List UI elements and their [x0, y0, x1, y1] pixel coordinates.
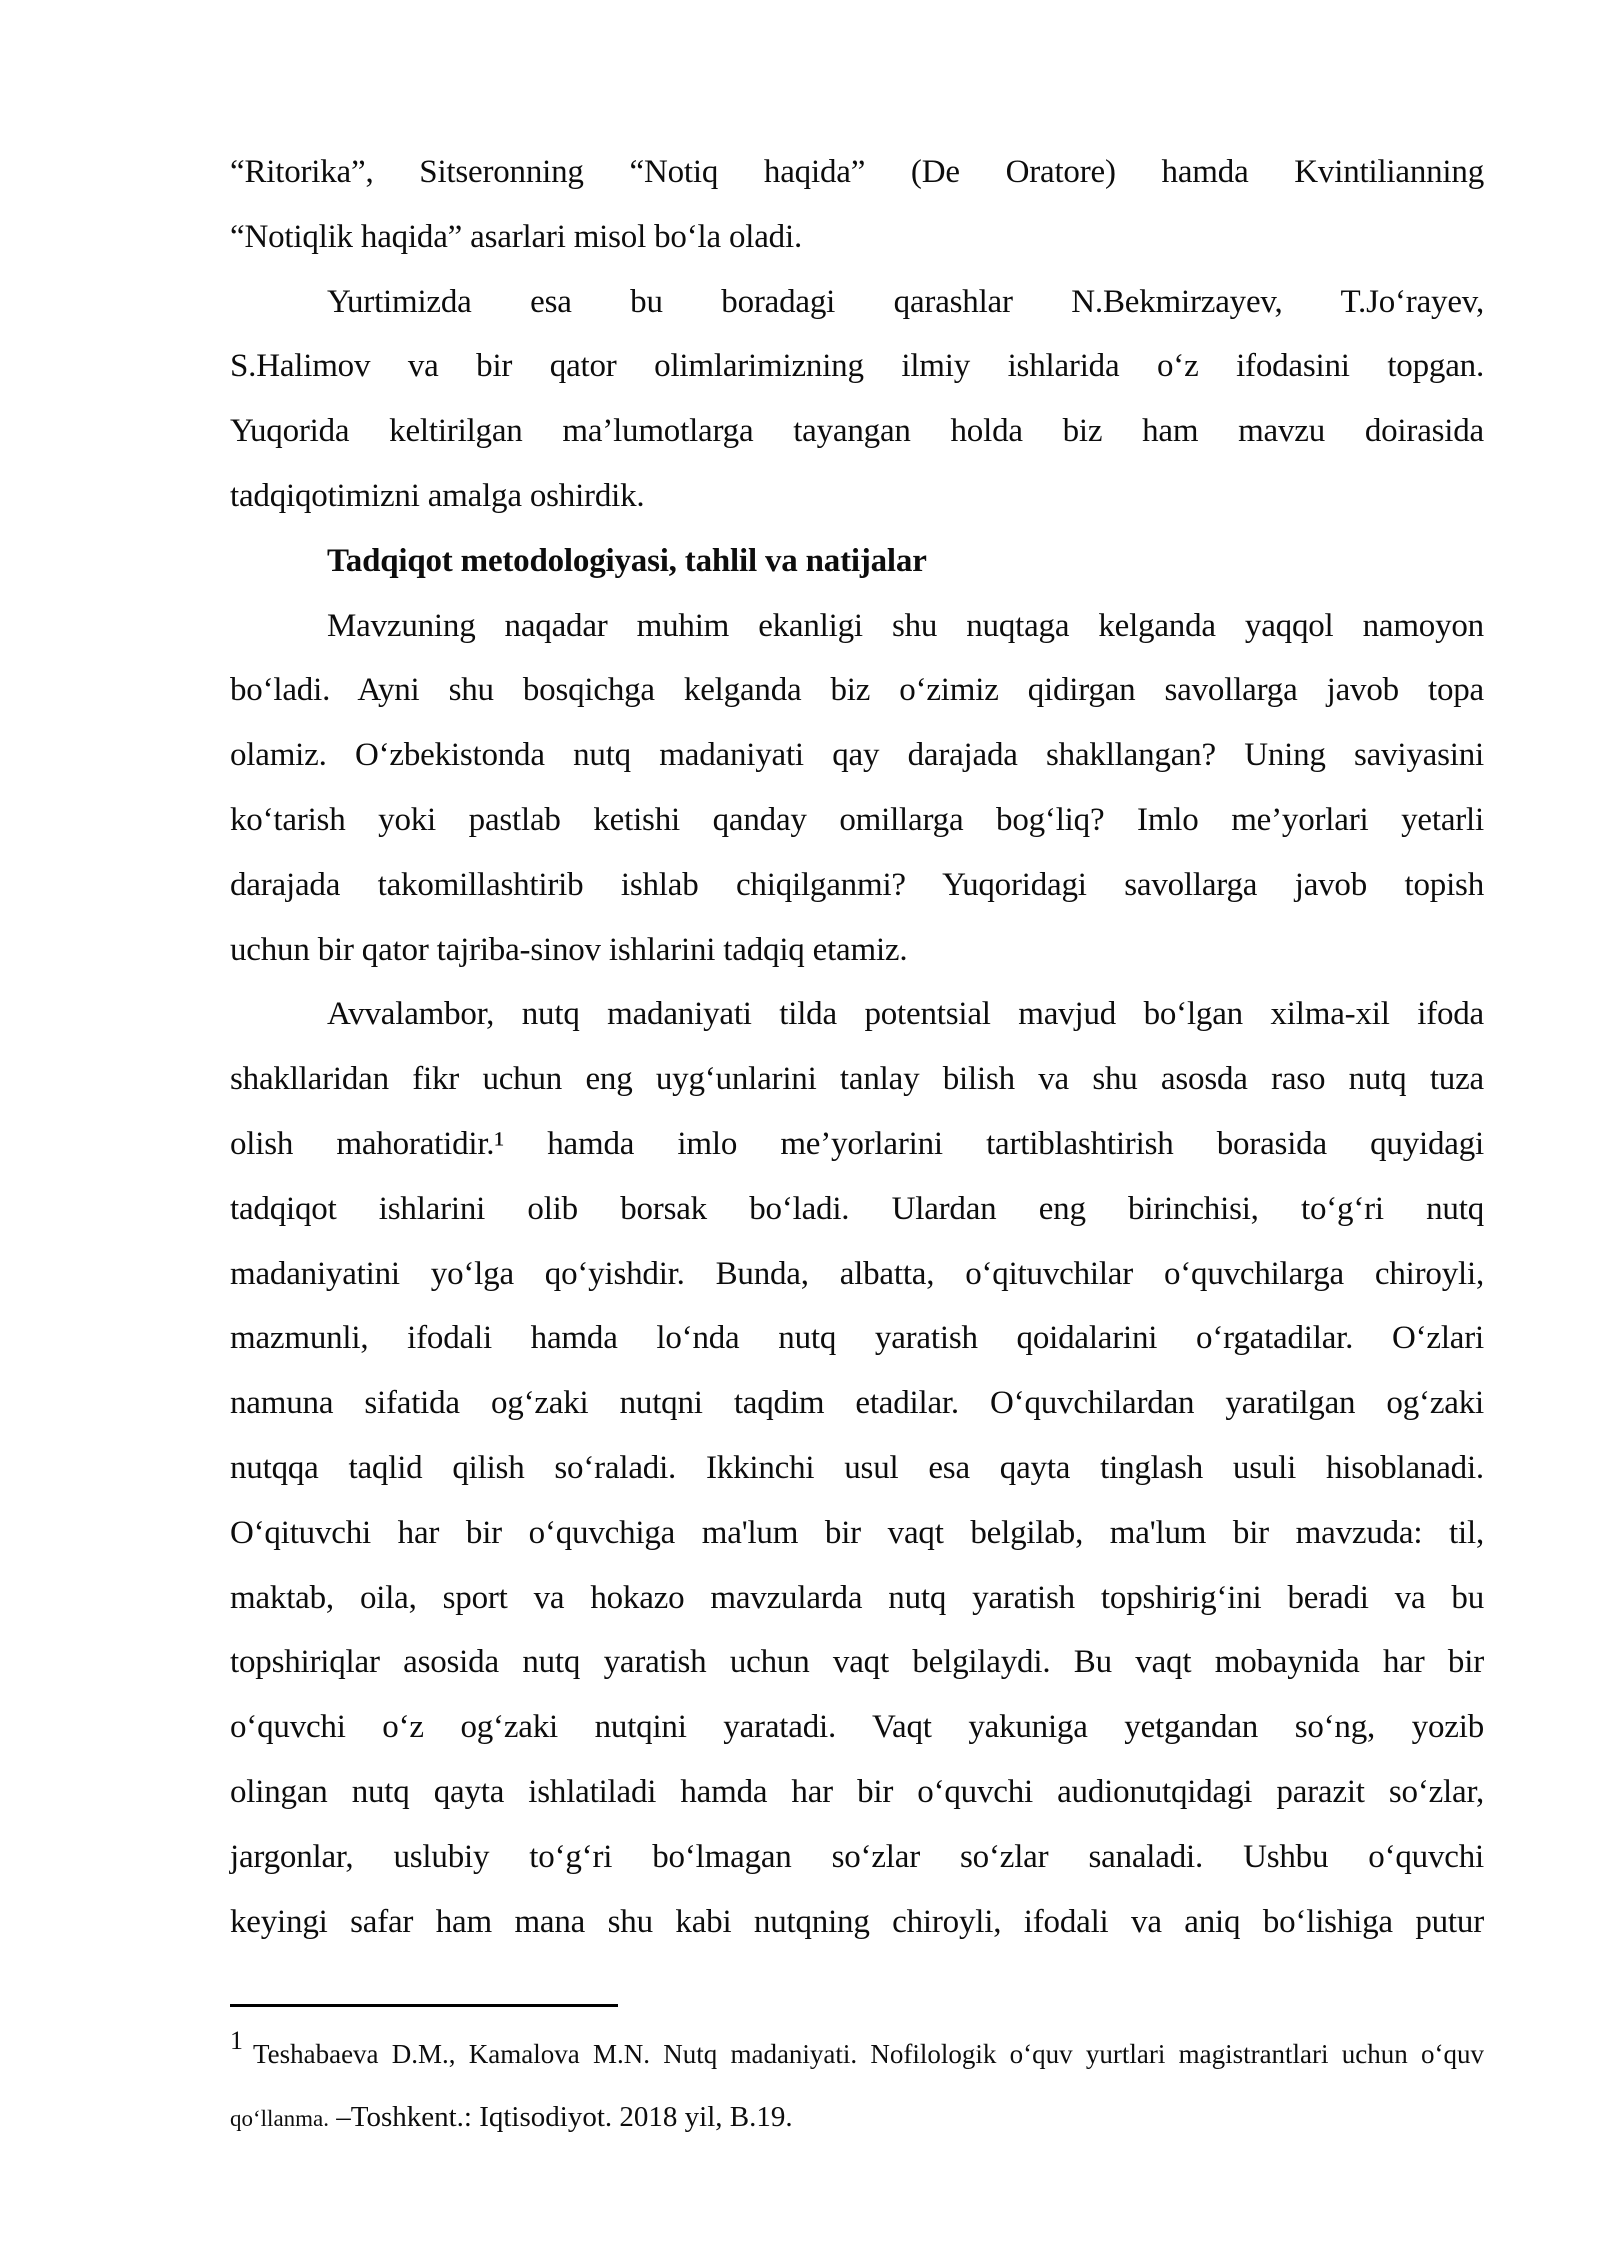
text-line: tadqiqotimizni amalga oshirdik.	[230, 477, 645, 514]
text-line: jargonlar, uslubiy toʻgʻri boʻlmagan soʻzlar soʻzlar sanaladi. Ushbu oʻquvchi	[230, 1838, 1484, 1875]
text-line: tadqiqot ishlarini olib borsak boʻladi. Ulardan eng birinchisi, toʻgʻri nutq	[230, 1190, 1484, 1227]
document-body	[230, 140, 1484, 1954]
paragraph	[230, 982, 1484, 1954]
text-line: Yuqorida keltirilgan ma’lumotlarga tayangan holda biz ham mavzu doirasida	[230, 413, 1484, 450]
text-line: shakllaridan fikr uchun eng uygʻunlarini tanlay bilish va shu asosda raso nutq tuza	[230, 1061, 1484, 1098]
text-line: S.Halimov va bir qator olimlarimizning ilmiy ishlarida oʻz ifodasini topgan.	[230, 348, 1484, 385]
footnote-area	[230, 2004, 1484, 2150]
text-line: Avvalambor, nutq madaniyati tilda potentsial mavjud boʻlgan xilma-xil ifoda	[327, 996, 1484, 1033]
text-line: namuna sifatida ogʻzaki nutqni taqdim etadilar. Oʻquvchilardan yaratilgan ogʻzaki	[230, 1385, 1484, 1422]
text-line: nutqqa taqlid qilish soʻraladi. Ikkinchi usul esa qayta tinglash usuli hisoblanadi.	[230, 1449, 1484, 1486]
text-line: Oʻqituvchi har bir oʻquvchiga ma'lum bir vaqt belgilab, ma'lum bir mavzuda: til,	[230, 1514, 1484, 1551]
footnote-reference-publisher: –Toshkent.: Iqtisodiyot. 2018 yil, B.19.	[329, 2101, 793, 2133]
text-line: olamiz. Oʻzbekistonda nutq madaniyati qay darajada shakllangan? Uning saviyasini	[230, 737, 1484, 774]
text-line: madaniyatini yoʻlga qoʻyishdir. Bunda, albatta, oʻqituvchilar oʻquvchilarga chiroyli,	[230, 1255, 1484, 1292]
text-line: koʻtarish yoki pastlab ketishi qanday omillarga bogʻliq? Imlo me’yorlari yetarli	[230, 801, 1484, 838]
text-line: darajada takomillashtirib ishlab chiqilganmi? Yuqoridagi savollarga javob topish	[230, 866, 1484, 903]
text-line: oʻquvchi oʻz ogʻzaki nutqini yaratadi. Vaqt yakuniga yetgandan soʻng, yozib	[230, 1709, 1484, 1746]
text-line: keyingi safar ham mana shu kabi nutqning chiroyli, ifodali va aniq boʻlishiga putur	[230, 1903, 1484, 1940]
text-line: Mavzuning naqadar muhim ekanligi shu nuqtaga kelganda yaqqol namoyon	[327, 607, 1484, 644]
text-line: mazmunli, ifodali hamda loʻnda nutq yaratish qoidalarini oʻrgatadilar. Oʻzlari	[230, 1320, 1484, 1357]
text-line: uchun bir qator tajriba-sinov ishlarini tadqiq etamiz.	[230, 931, 908, 968]
paragraph	[230, 270, 1484, 529]
footnote-marker: 1	[230, 2026, 243, 2055]
footnote-line-1	[230, 2023, 1484, 2086]
text-line: Yurtimizda esa bu boradagi qarashlar N.Bekmirzayev, T.Joʻrayev,	[327, 283, 1484, 320]
text-line: maktab, oila, sport va hokazo mavzularda nutq yaratish topshirigʻini beradi va bu	[230, 1579, 1484, 1616]
section-heading	[230, 529, 1484, 594]
text-line: “Notiqlik haqida” asarlari misol boʻla oladi.	[230, 218, 802, 255]
paragraph	[230, 594, 1484, 983]
paragraph	[230, 140, 1484, 270]
footnote-separator	[230, 2004, 618, 2007]
text-line: “Ritorika”, Sitseronning “Notiq haqida” (De Oratore) hamda Kvintilianning	[230, 154, 1484, 190]
footnote-reference-text: Teshabaeva D.M., Kamalova M.N. Nutq madaniyati. Nofilologik oʻquv yurtlari magistrantlari uchun oʻquv	[253, 2039, 1484, 2069]
text-line: boʻladi. Ayni shu bosqichga kelganda biz oʻzimiz qidirgan savollarga javob topa	[230, 672, 1484, 709]
text-line: olingan nutq qayta ishlatiladi hamda har bir oʻquvchi audionutqidagi parazit soʻzlar,	[230, 1773, 1484, 1810]
text-line: topshiriqlar asosida nutq yaratish uchun vaqt belgilaydi. Bu vaqt mobaynida har bir	[230, 1644, 1484, 1681]
footnote-reference-text-small: qoʻllanma.	[230, 2106, 329, 2131]
text-line: olish mahoratidir.¹ hamda imlo me’yorlarini tartiblashtirish borasida quyidagi	[230, 1125, 1484, 1162]
heading-line: Tadqiqot metodologiyasi, tahlil va natijalar	[327, 542, 927, 579]
footnote-line-2	[230, 2086, 1484, 2150]
